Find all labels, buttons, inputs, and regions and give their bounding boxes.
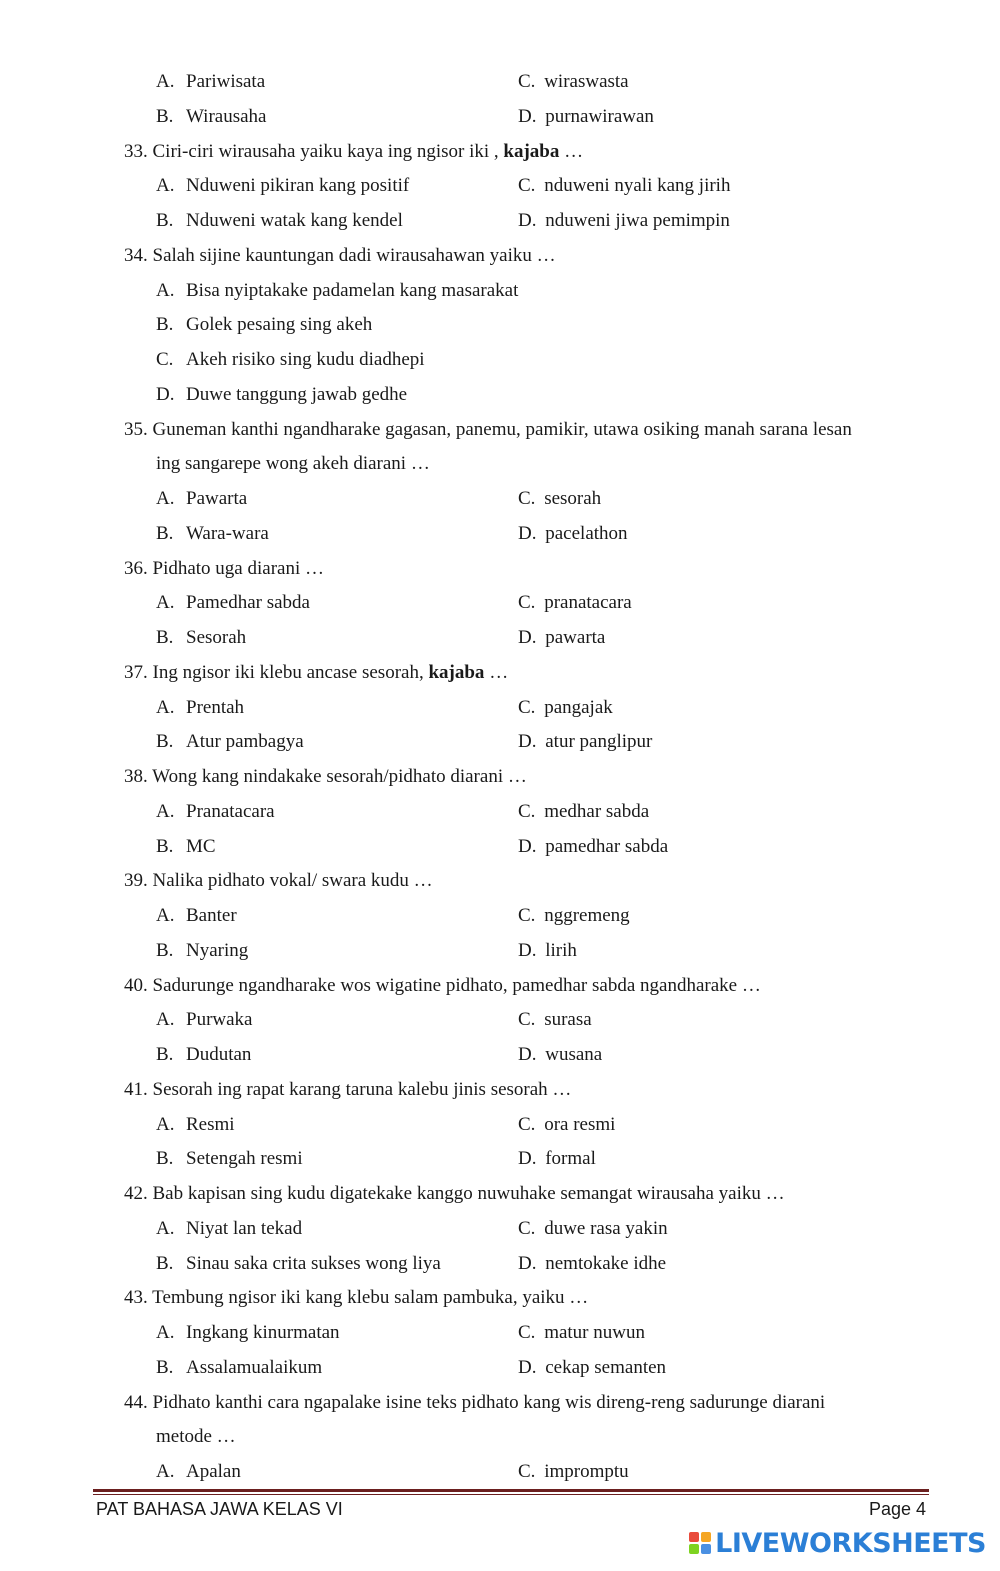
option-letter: B. [156,939,174,961]
option-letter: C. [518,1322,536,1343]
option-row [0,517,1000,552]
option-text: duwe rasa yakin [544,1217,668,1239]
option-text: Dudutan [186,1044,252,1065]
option-letter: A. [156,1322,175,1343]
question-stem-continued: ing sangarepe wong akeh diarani … [156,453,430,475]
question-stem [0,413,1000,448]
option-letter: C. [518,1009,536,1031]
option-row [0,830,1000,865]
option-text: Nduweni pikiran kang positif [186,175,410,197]
option-letter: C. [518,592,536,614]
option-text: surasa [544,1009,592,1031]
option-letter: B. [156,1356,174,1378]
answer-option[interactable] [156,517,269,552]
option-letter: D. [518,627,537,648]
answer-option[interactable] [518,517,628,552]
option-letter: C. [518,696,536,718]
option-row [0,621,1000,656]
option-text: wusana [545,1044,603,1065]
answer-option[interactable] [518,1455,629,1490]
option-letter: D. [518,210,537,231]
option-text: pranatacara [544,592,632,614]
answer-option[interactable] [156,343,425,378]
answer-option[interactable] [156,1003,252,1038]
option-text: nduweni jiwa pemimpin [545,210,730,231]
option-letter: D. [518,1252,537,1274]
option-letter: C. [156,349,174,370]
option-letter: D. [156,383,175,405]
option-letter: D. [518,731,537,753]
option-row [0,378,1000,413]
option-letter: D. [518,939,537,961]
option-letter: B. [156,1148,174,1170]
answer-option[interactable] [156,204,403,239]
option-text: Ingkang kinurmatan [186,1322,340,1343]
question-text: Pidhato uga diarani … [152,557,324,579]
option-text: pamedhar sabda [545,835,669,857]
footer-rule [93,1489,929,1492]
option-letter: D. [518,1148,537,1170]
option-text: Setengah resmi [186,1148,303,1170]
question-stem [0,1177,1000,1212]
question-emphasis: kajaba [428,661,485,683]
option-text: Golek pesaing sing akeh [186,314,373,336]
option-text: Nyaring [186,939,249,961]
answer-option[interactable] [156,308,372,343]
answer-option[interactable] [518,934,577,969]
option-letter: B. [156,522,174,544]
option-letter: C. [518,488,536,509]
answer-option[interactable] [156,378,407,413]
option-row [0,1212,1000,1247]
option-letter: C. [518,71,536,92]
answer-option[interactable] [156,100,266,135]
worksheet-body [0,65,1000,1490]
question-stem [0,969,1000,1004]
liveworksheets-logo [689,1528,986,1558]
option-row [0,691,1000,726]
option-row [0,1316,1000,1351]
question-stem [0,656,1000,691]
answer-option[interactable] [156,586,310,621]
option-row [0,1351,1000,1386]
option-letter: C. [518,1217,536,1239]
option-text: nduweni nyali kang jirih [544,175,731,197]
question-stem [0,135,1000,170]
answer-option[interactable] [156,899,237,934]
question-text: Tembung ngisor iki kang klebu salam pambuka, yaiku … [152,1287,589,1309]
option-text: Resmi [186,1113,235,1135]
option-text: pangajak [544,696,613,718]
option-text: impromptu [544,1461,629,1482]
option-letter: C. [518,1461,536,1482]
option-text: Pamedhar sabda [186,592,310,614]
option-letter: A. [156,1217,175,1239]
option-text: Banter [186,905,237,926]
option-text: Duwe tanggung jawab gedhe [186,383,408,405]
question-number: 37. [124,661,148,683]
question-stem [0,864,1000,899]
option-row [0,482,1000,517]
option-letter: B. [156,835,174,857]
option-letter: A. [156,71,175,92]
option-text: atur panglipur [545,731,653,753]
answer-option[interactable] [156,1212,302,1247]
question-number: 35. [124,418,148,440]
answer-option[interactable] [518,1247,666,1282]
answer-option[interactable] [518,725,652,760]
question-text: Sadurunge ngandharake wos wigatine pidhato, pamedhar sabda ngandharake … [152,974,761,996]
answer-option[interactable] [518,899,630,934]
option-letter: B. [156,731,174,753]
option-text: Atur pambagya [186,731,304,753]
option-letter: A. [156,1113,175,1135]
option-text: Pawarta [186,488,248,509]
option-text: Purwaka [186,1009,253,1031]
answer-option[interactable] [156,1142,303,1177]
option-row [0,795,1000,830]
answer-option[interactable] [518,1038,602,1073]
answer-option[interactable] [156,1038,251,1073]
option-text: formal [545,1148,596,1170]
option-text: Sesorah [186,627,247,648]
question-text: Guneman kanthi ngandharake gagasan, panemu, pamikir, utawa osiking manah sarana lesan [152,418,852,440]
option-text: Pariwisata [186,71,266,92]
option-text: Akeh risiko sing kudu diadhepi [186,349,425,370]
question-stem [0,239,1000,274]
option-letter: D. [518,1044,537,1065]
question-text-end: … [559,140,584,162]
option-text: nemtokake idhe [545,1252,667,1274]
option-text: Sinau saka crita sukses wong liya [186,1252,441,1274]
option-text: MC [186,835,216,857]
option-row [0,343,1000,378]
option-row [0,1003,1000,1038]
option-row [0,725,1000,760]
footer-title: PAT BAHASA JAWA KELAS VI [96,1499,343,1519]
option-letter: A. [156,1009,175,1031]
option-row [0,100,1000,135]
option-text: matur nuwun [544,1322,645,1343]
logo-square-blue [701,1544,711,1554]
option-letter: C. [518,1113,536,1135]
option-letter: B. [156,1044,174,1065]
option-letter: B. [156,314,174,336]
question-number: 44. [124,1391,148,1413]
option-text: pawarta [545,627,606,648]
answer-option[interactable] [518,1142,596,1177]
option-text: Nduweni watak kang kendel [186,210,403,231]
question-text: Wong kang nindakake sesorah/pidhato diarani … [152,766,527,787]
question-number: 33. [124,140,148,162]
option-letter: C. [518,800,536,822]
option-letter: A. [156,592,175,614]
answer-option[interactable] [156,1455,241,1490]
option-letter: A. [156,488,175,509]
answer-option[interactable] [156,1108,235,1143]
question-number: 41. [124,1078,148,1100]
answer-option[interactable] [518,65,629,100]
question-number: 40. [124,974,148,996]
option-text: sesorah [544,488,602,509]
question-number: 39. [124,870,148,892]
option-text: cekap semanten [545,1356,667,1378]
option-letter: A. [156,800,175,822]
answer-option[interactable] [518,830,668,865]
option-text: wiraswasta [544,71,629,92]
option-text: Prentah [186,696,245,718]
question-number: 34. [124,244,148,266]
question-stem-continued: metode … [156,1426,236,1448]
option-letter: D. [518,1356,537,1378]
question-number: 42. [124,1183,148,1204]
answer-option[interactable] [518,169,730,204]
question-text-end: … [484,661,509,683]
option-row [0,308,1000,343]
answer-option[interactable] [156,830,216,865]
question-text: Ciri-ciri wirausaha yaiku kaya ing ngisor iki , [152,140,504,162]
answer-option[interactable] [518,1108,615,1143]
option-row [0,169,1000,204]
question-number: 38. [124,766,148,787]
answer-option[interactable] [518,1351,666,1386]
answer-option[interactable] [518,586,632,621]
option-letter: B. [156,210,174,231]
option-row [0,204,1000,239]
option-row [0,586,1000,621]
option-letter: A. [156,696,175,718]
option-text: purnawirawan [545,105,654,127]
option-text: ora resmi [544,1113,616,1135]
option-letter: A. [156,279,175,301]
answer-option[interactable] [156,274,518,309]
answer-option[interactable] [518,621,605,656]
option-letter: B. [156,627,174,648]
answer-option[interactable] [518,482,601,517]
question-text: Nalika pidhato vokal/ swara kudu … [152,870,433,892]
option-row [0,899,1000,934]
option-text: medhar sabda [544,800,650,822]
answer-option[interactable] [156,482,247,517]
answer-option[interactable] [518,691,613,726]
question-emphasis: kajaba [503,140,560,162]
answer-option[interactable] [156,795,275,830]
option-text: Wara-wara [186,522,269,544]
option-letter: C. [518,175,536,197]
option-row [0,1108,1000,1143]
option-letter: D. [518,522,537,544]
option-row [0,1142,1000,1177]
question-text: Sesorah ing rapat karang taruna kalebu jinis sesorah … [152,1078,572,1100]
option-row [0,65,1000,100]
option-letter: A. [156,1461,175,1482]
option-text: lirih [545,939,577,961]
question-text: Salah sijine kauntungan dadi wirausahawan yaiku … [152,244,556,266]
option-letter: B. [156,105,174,127]
page-number: Page 4 [868,1499,926,1519]
answer-option[interactable] [518,1003,592,1038]
answer-option[interactable] [156,934,248,969]
answer-option[interactable] [518,100,654,135]
answer-option[interactable] [156,1351,322,1386]
option-text: Bisa nyiptakake padamelan kang masarakat [186,279,519,301]
answer-option[interactable] [156,169,409,204]
answer-option[interactable] [156,621,246,656]
question-stem [0,760,1000,795]
question-text: Bab kapisan sing kudu digatekake kanggo nuwuhake semangat wirausaha yaiku … [152,1183,785,1204]
answer-option[interactable] [156,691,244,726]
option-row [0,934,1000,969]
footer-rule-thin [93,1494,929,1495]
option-letter: B. [156,1252,174,1274]
answer-option[interactable] [156,1316,340,1351]
answer-option[interactable] [518,1212,668,1247]
liveworksheets-logo-icon [689,1532,711,1554]
option-row [0,1038,1000,1073]
option-letter: A. [156,175,175,197]
question-stem [0,1386,1000,1421]
option-text: nggremeng [544,905,630,926]
question-text: Pidhato kanthi cara ngapalake isine teks pidhato kang wis direng-reng sadurunge diarani [152,1391,826,1413]
option-text: Wirausaha [186,105,267,127]
liveworksheets-logo-text: LIVEWORKSHEETS [715,1527,986,1559]
option-row [0,1247,1000,1282]
question-stem [0,1281,1000,1316]
question-stem [0,552,1000,587]
logo-square-green [689,1544,699,1554]
option-letter: C. [518,905,536,926]
answer-option[interactable] [156,1247,441,1282]
option-row [0,1455,1000,1490]
answer-option[interactable] [156,725,304,760]
option-text: pacelathon [545,522,628,544]
option-text: Niyat lan tekad [186,1217,303,1239]
answer-option[interactable] [156,65,265,100]
option-text: Apalan [186,1461,241,1482]
question-text: Ing ngisor iki klebu ancase sesorah, [152,661,429,683]
logo-square-orange [701,1532,711,1542]
question-stem [0,1073,1000,1108]
option-row [0,274,1000,309]
option-letter: D. [518,105,537,127]
logo-square-red [689,1532,699,1542]
option-letter: D. [518,835,537,857]
option-letter: A. [156,905,175,926]
question-number: 43. [124,1287,148,1309]
answer-option[interactable] [518,204,730,239]
option-text: Pranatacara [186,800,275,822]
answer-option[interactable] [518,1316,645,1351]
question-number: 36. [124,557,148,579]
option-text: Assalamualaikum [186,1356,323,1378]
answer-option[interactable] [518,795,649,830]
